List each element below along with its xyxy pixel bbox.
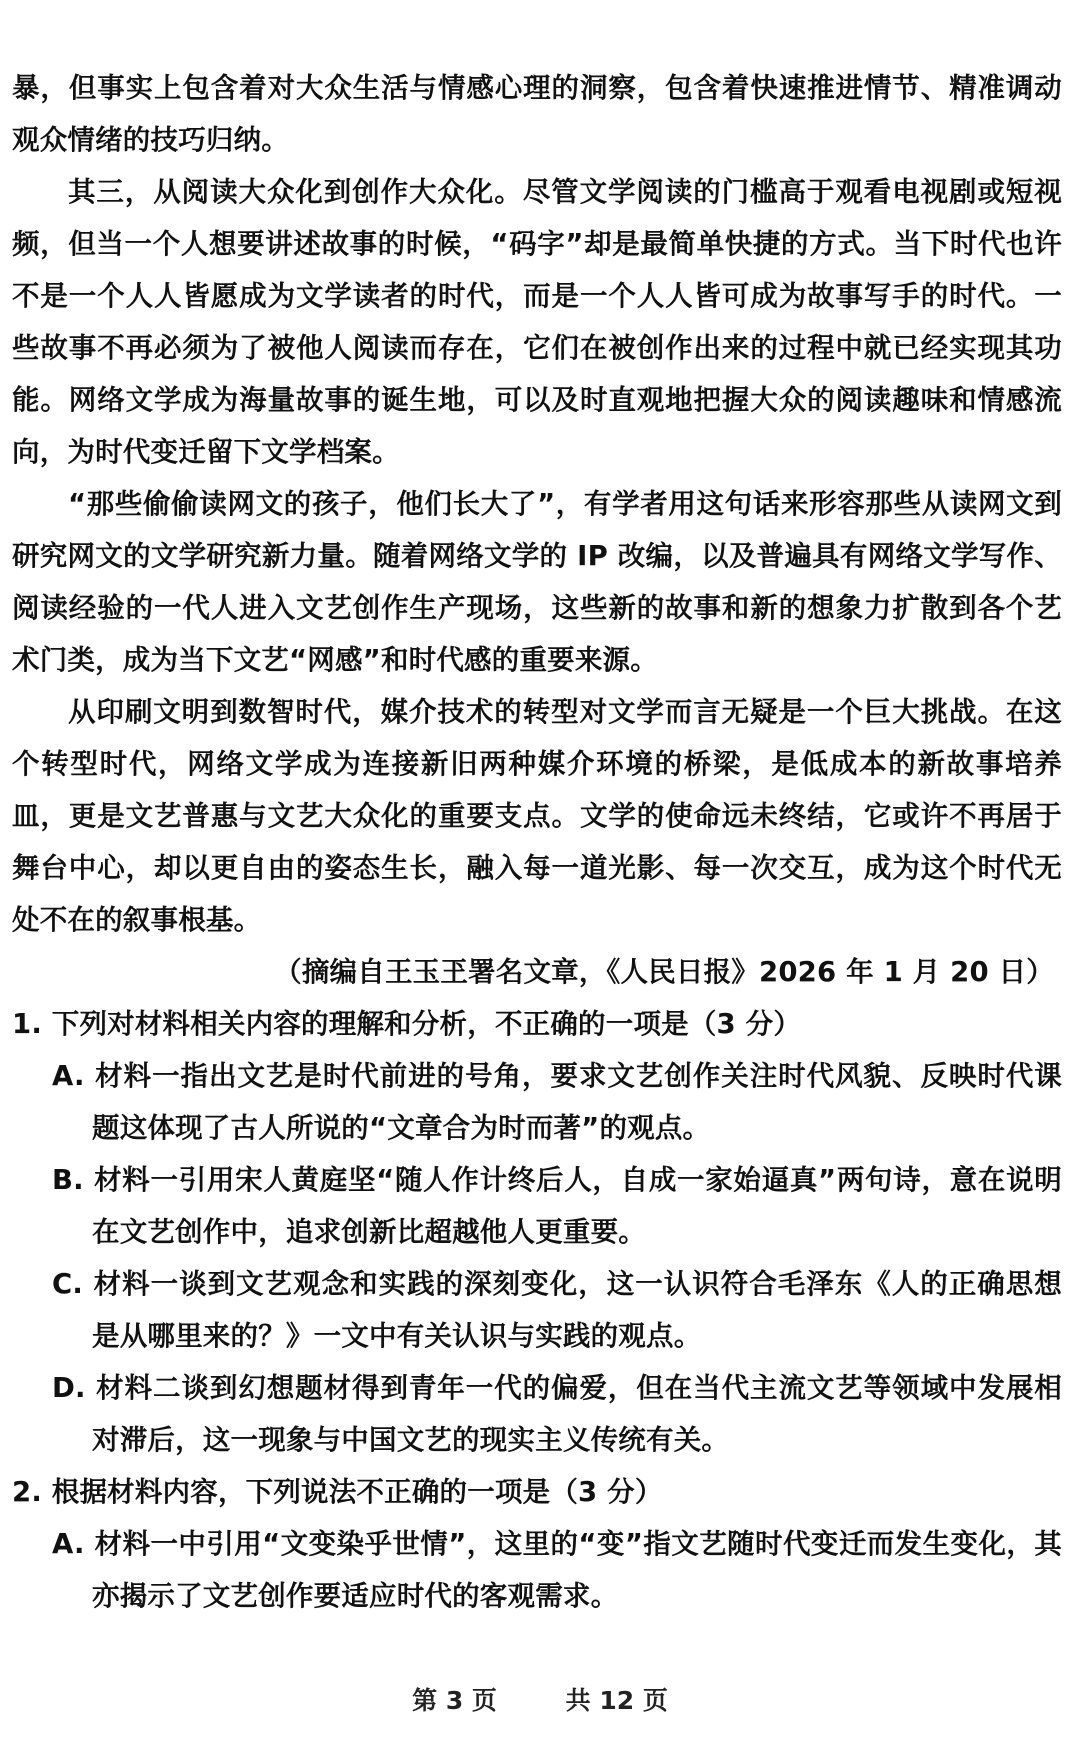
- question-2: [12, 1466, 1062, 1622]
- page-footer: [0, 1681, 1080, 1717]
- question-1-stem: 1. 下列对材料相关内容的理解和分析，不正确的一项是（3 分）: [12, 1008, 802, 1040]
- page-number: 第 3 页: [412, 1686, 497, 1715]
- question-2-stem: 2. 根据材料内容，下列说法不正确的一项是（3 分）: [12, 1476, 663, 1508]
- article-body: [12, 62, 1062, 1622]
- question-1-option-d: D. 材料二谈到幻想题材得到青年一代的偏爱，但在当代主流文艺等领域中发展相对滞后，这一现象与中国文艺的现实主义传统有关。: [52, 1372, 1062, 1456]
- source-citation: （摘编自王玉玊署名文章，《人民日报》2026 年 1 月 20 日）: [274, 956, 1054, 988]
- question-1: [12, 998, 1062, 1466]
- question-1-option-b: B. 材料一引用宋人黄庭坚“随人作计终后人，自成一家始逼真”两句诗，意在说明在文艺创作中，追求创新比超越他人更重要。: [52, 1164, 1062, 1248]
- paragraph-4: 从印刷文明到数智时代，媒介技术的转型对文学而言无疑是一个巨大挑战。在这个转型时代，网络文学成为连接新旧两种媒介环境的桥梁，是低成本的新故事培养皿，更是文艺普惠与文艺大众化的重要支点。文学的使命远未终结，它或许不再居于舞台中心，却以更自由的姿态生长，融入每一道光影、每一次交互，成为这个时代无处不在的叙事根基。: [12, 696, 1062, 936]
- question-1-option-c: C. 材料一谈到文艺观念和实践的深刻变化，这一认识符合毛泽东《人的正确思想是从哪里来的？》一文中有关认识与实践的观点。: [52, 1268, 1062, 1352]
- page-total: 共 12 页: [565, 1686, 668, 1715]
- question-2-option-a: A. 材料一中引用“文变染乎世情”，这里的“变”指文艺随时代变迁而发生变化，其亦揭示了文艺创作要适应时代的客观需求。: [52, 1528, 1062, 1612]
- question-1-option-a: A. 材料一指出文艺是时代前进的号角，要求文艺创作关注时代风貌、反映时代课题这体现了古人所说的“文章合为时而著”的观点。: [52, 1060, 1062, 1144]
- paragraph-3: “那些偷偷读网文的孩子，他们长大了”，有学者用这句话来形容那些从读网文到研究网文的文学研究新力量。随着网络文学的 IP 改编，以及普遍具有网络文学写作、阅读经验的一代人进入文艺创作生产现场，这些新的故事和新的想象力扩散到各个艺术门类，成为当下文艺“网感”和时代感的重要来源。: [12, 488, 1062, 676]
- paragraph-2: 其三，从阅读大众化到创作大众化。尽管文学阅读的门槛高于观看电视剧或短视频，但当一个人想要讲述故事的时候，“码字”却是最简单快捷的方式。当下时代也许不是一个人人皆愿成为文学读者的时代，而是一个人人皆可成为故事写手的时代。一些故事不再必须为了被他人阅读而存在，它们在被创作出来的过程中就已经实现其功能。网络文学成为海量故事的诞生地，可以及时直观地把握大众的阅读趣味和情感流向，为时代变迁留下文学档案。: [12, 176, 1062, 468]
- paragraph-1: 暴，但事实上包含着对大众生活与情感心理的洞察，包含着快速推进情节、精准调动观众情绪的技巧归纳。: [12, 72, 1062, 156]
